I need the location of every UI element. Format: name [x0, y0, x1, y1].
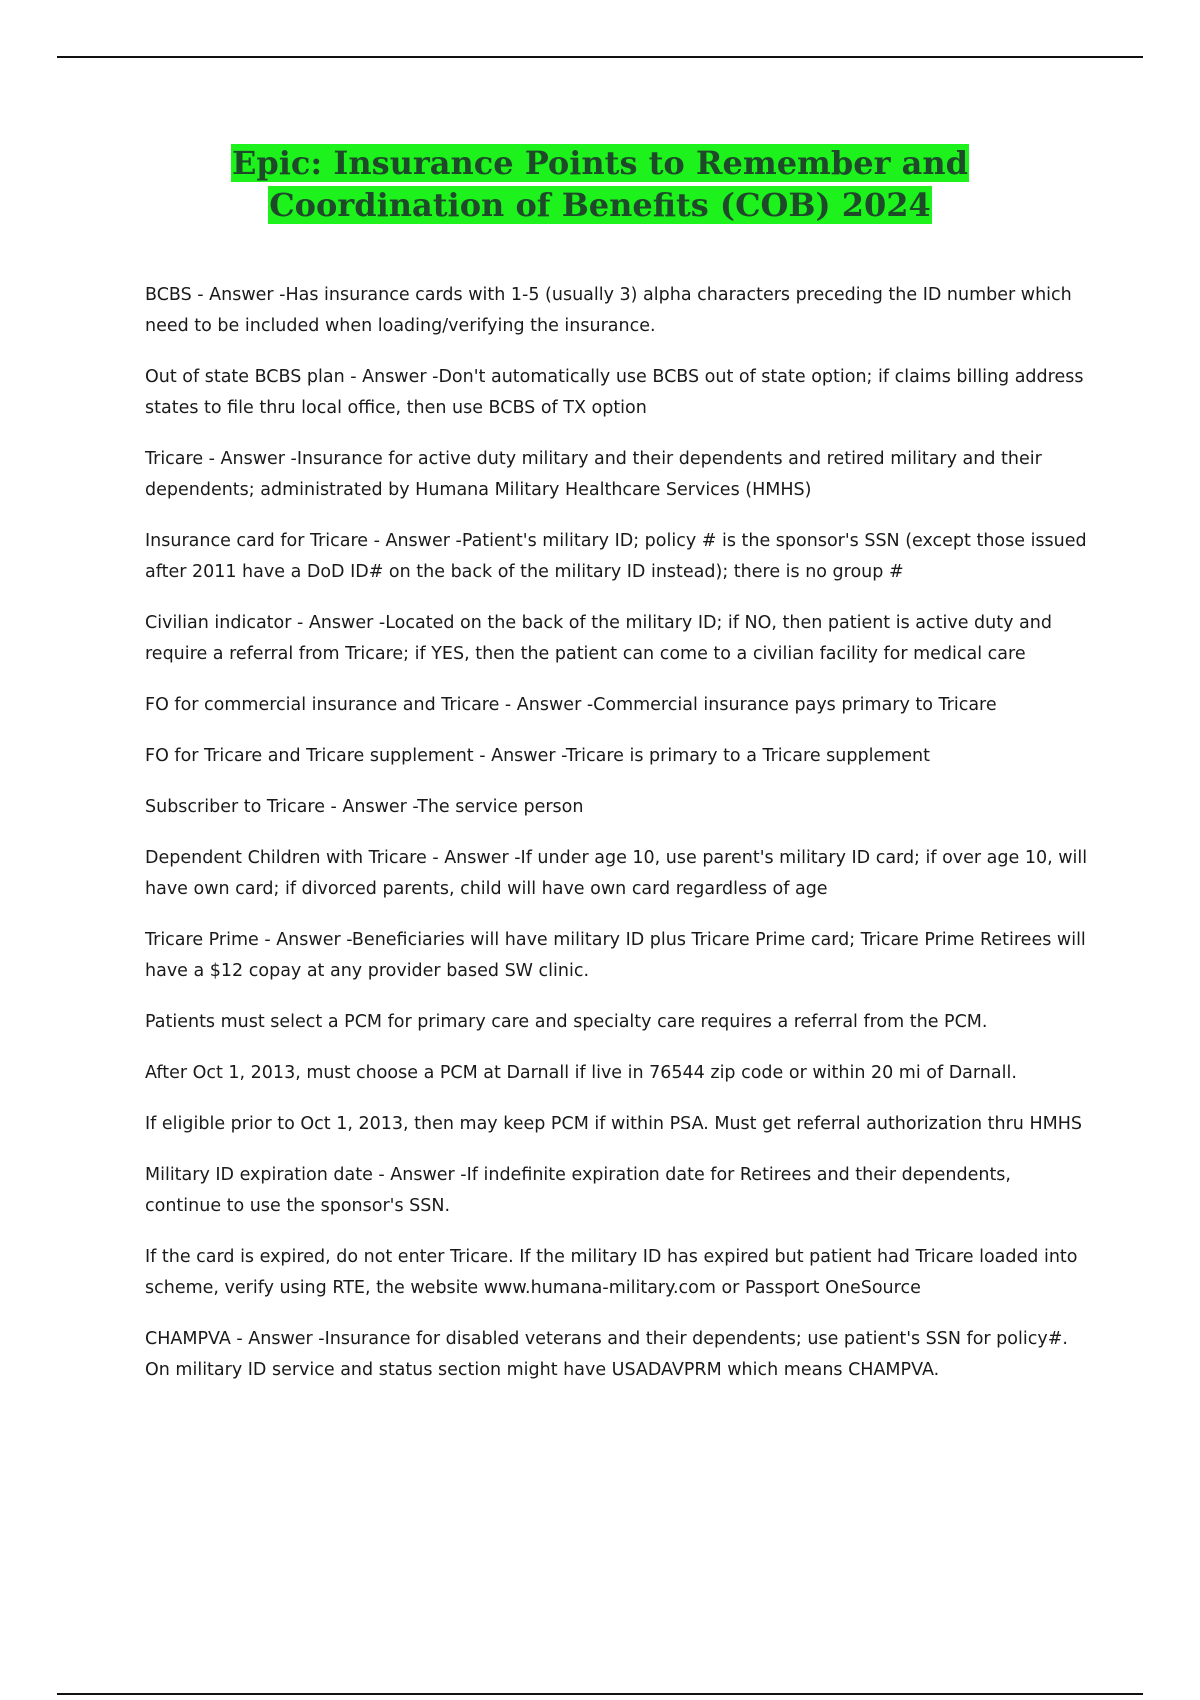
entry-bcbs: BCBS - Answer -Has insurance cards with 1-5 (usually 3) alpha characters preceding the ID number which need to be included when loading/verifying the insurance.: [145, 285, 1072, 336]
footer-rule: [57, 1693, 1143, 1695]
header-rule: [57, 56, 1143, 58]
entry-card-expired: If the card is expired, do not enter Tricare. If the military ID has expired but patient had Tricare loaded into scheme, verify using RTE, the website www.humana-military.com or Passport OneSource: [145, 1247, 1078, 1298]
entry-pcm-selection: Patients must select a PCM for primary care and specialty care requires a referral from the PCM.: [145, 1012, 988, 1032]
entry-out-of-state-bcbs: Out of state BCBS plan - Answer -Don't automatically use BCBS out of state option; if claims billing address states to file thru local office, then use BCBS of TX option: [145, 367, 1084, 418]
entry-fo-tricare-supplement: FO for Tricare and Tricare supplement - Answer -Tricare is primary to a Tricare supplement: [145, 746, 930, 766]
entry-tricare-prime: Tricare Prime - Answer -Beneficiaries will have military ID plus Tricare Prime card; Tricare Prime Retirees will have a $12 copay at any provider based SW clinic.: [145, 930, 1086, 981]
entry-military-id-expiration: Military ID expiration date - Answer -If indefinite expiration date for Retirees and their dependents, continue to use the sponsor's SSN.: [145, 1165, 1011, 1216]
document-title-highlight: Epic: Insurance Points to Remember and Coordination of Benefits (COB) 2024: [231, 144, 969, 224]
entry-tricare-insurance-card: Insurance card for Tricare - Answer -Patient's military ID; policy # is the sponsor's SSN (except those issued after 2011 have a DoD ID# on the back of the military ID instead); there is no group #: [145, 531, 1087, 582]
entry-eligible-prior: If eligible prior to Oct 1, 2013, then may keep PCM if within PSA. Must get referral authorization thru HMHS: [145, 1114, 1082, 1134]
entry-champva: CHAMPVA - Answer -Insurance for disabled veterans and their dependents; use patient's SSN for policy#. On military ID service and status section might have USADAVPRM which means CHAMPVA.: [145, 1329, 1068, 1380]
entry-tricare: Tricare - Answer -Insurance for active duty military and their dependents and retired military and their dependents; administrated by Humana Military Healthcare Services (HMHS): [145, 449, 1042, 500]
document-title: [110, 142, 1090, 226]
entry-civilian-indicator: Civilian indicator - Answer -Located on the back of the military ID; if NO, then patient is active duty and require a referral from Tricare; if YES, then the patient can come to a civilian facility for medical care: [145, 613, 1052, 664]
document-body: [145, 280, 1090, 1406]
entry-subscriber-tricare: Subscriber to Tricare - Answer -The service person: [145, 797, 584, 817]
entry-dependent-children: Dependent Children with Tricare - Answer -If under age 10, use parent's military ID card; if over age 10, will have own card; if divorced parents, child will have own card regardless of age: [145, 848, 1088, 899]
entry-fo-commercial-tricare: FO for commercial insurance and Tricare - Answer -Commercial insurance pays primary to Tricare: [145, 695, 997, 715]
entry-pcm-darnall: After Oct 1, 2013, must choose a PCM at Darnall if live in 76544 zip code or within 20 mi of Darnall.: [145, 1063, 1017, 1083]
